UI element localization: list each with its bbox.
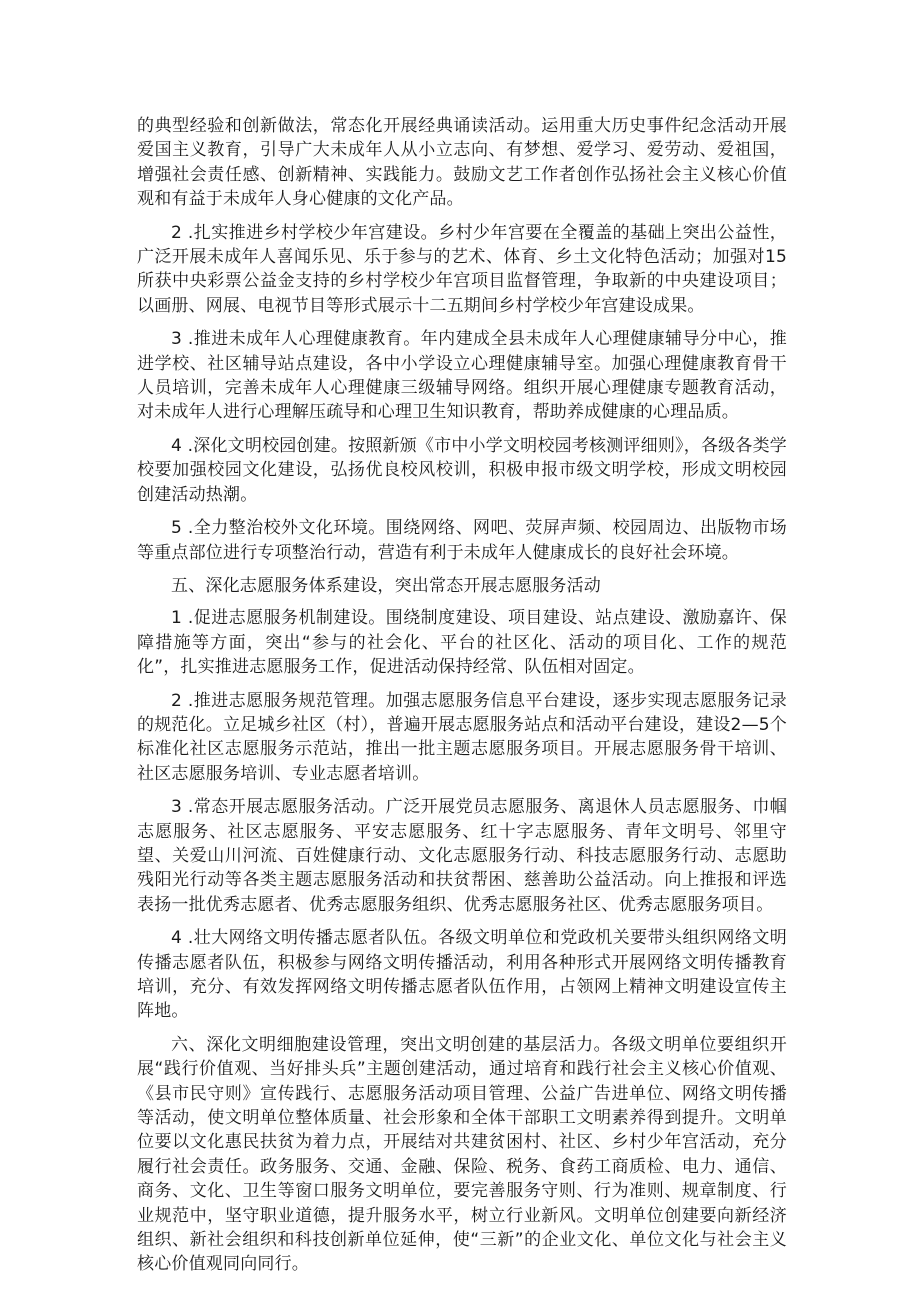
section-heading-5: 五、深化志愿服务体系建设，突出常态开展志愿服务活动 bbox=[171, 575, 601, 596]
paragraph-item-3-mental-health: 3 .推进未成年人心理健康教育。年内建成全县未成年人心理健康辅导分中心，推进学校、社区辅导站点建设，各中小学设立心理健康辅导室。加强心理健康教育骨干人员培训，完善未成年人心理健康三级辅导网络。组织开展心理健康专题教育活动，对未成年人进行心理解压疏导和心理卫生知识教育，帮助养成健康的心理品质。 bbox=[137, 329, 787, 423]
section-6-paragraph: 六、深化文明细胞建设管理，突出文明创建的基层活力。各级文明单位要组织开展“践行价值观、当好排头兵”主题创建活动，通过培育和践行社会主义核心价值观、《县市民守则》宣传践行、志愿服务活动项目管理、公益广告进单位、网络文明传播等活动，使文明单位整体质量、社会形象和全体干部职工文明素养得到提升。文明单位要以文化惠民扶贫为着力点，开展结对共建贫困村、社区、乡村少年宫活动，充分履行社会责任。政务服务、交通、金融、保险、税务、食药工商质检、电力、通信、商务、文化、卫生等窗口服务文明单位，要完善服务守则、行为准则、规章制度、行业规范中，坚守职业道德，提升服务水平，树立行业新风。文明单位创建要向新经济组织、新社会组织和科技创新单位延伸，使“三新”的企业文化、单位文化与社会主义核心价值观同向同行。 bbox=[137, 1034, 787, 1275]
paragraph-volunteer-item-1: 1 .促进志愿服务机制建设。围绕制度建设、项目建设、站点建设、激励嘉许、保障措施等方面，突出“参与的社会化、平台的社区化、活动的项目化、工作的规范化”，扎实推进志愿服务工作，促进活动保持经常、队伍相对固定。 bbox=[137, 608, 787, 678]
paragraph-item-5-environment: 5 .全力整治校外文化环境。围绕网络、网吧、荧屏声频、校园周边、出版物市场等重点部位进行专项整治行动，营造有利于未成年人健康成长的良好社会环境。 bbox=[137, 518, 787, 563]
paragraph-volunteer-item-3: 3 .常态开展志愿服务活动。广泛开展党员志愿服务、离退休人员志愿服务、巾帼志愿服务、社区志愿服务、平安志愿服务、红十字志愿服务、青年文明号、邻里守望、关爱山川河流、百姓健康行动、文化志愿服务行动、科技志愿服务行动、志愿助残阳光行动等各类主题志愿服务活动和扶贫帮困、慈善助公益活动。向上推报和评选表扬一批优秀志愿者、优秀志愿服务组织、优秀志愿服务社区、优秀志愿服务项目。 bbox=[137, 797, 787, 915]
paragraph-item-2-youth-palace: 2 .扎实推进乡村学校少年宫建设。乡村少年宫要在全覆盖的基础上突出公益性，广泛开展未成年人喜闻乐见、乐于参与的艺术、体育、乡土文化特色活动；加强对15所获中央彩票公益金支持的乡村学校少年宫项目监督管理，争取新的中央建设项目；以画册、网展、电视节目等形式展示十二五期间乡村学校少年宫建设成果。 bbox=[137, 222, 787, 316]
paragraph-item-4-civilized-campus: 4 .深化文明校园创建。按照新颁《市中小学文明校园考核测评细则》，各级各类学校要加强校园文化建设，弘扬优良校风校训，积极申报市级文明学校，形成文明校园创建活动热潮。 bbox=[137, 435, 787, 505]
paragraph-volunteer-item-2: 2 .推进志愿服务规范管理。加强志愿服务信息平台建设，逐步实现志愿服务记录的规范化。立足城乡社区（村），普遍开展志愿服务站点和活动平台建设，建设2—5个标准化社区志愿服务示范站，推出一批主题志愿服务项目。开展志愿服务骨干培训、社区志愿服务培训、专业志愿者培训。 bbox=[137, 690, 787, 784]
paragraph-continuation: 的典型经验和创新做法，常态化开展经典诵读活动。运用重大历史事件纪念活动开展爱国主义教育，引导广大未成年人从小立志向、有梦想、爱学习、爱劳动、爱祖国，增强社会责任感、创新精神、实践能力。鼓励文艺工作者创作弘扬社会主义核心价值观和有益于未成年人身心健康的文化产品。 bbox=[137, 116, 787, 210]
document-body bbox=[137, 114, 787, 1286]
paragraph-volunteer-item-4: 4 .壮大网络文明传播志愿者队伍。各级文明单位和党政机关要带头组织网络文明传播志愿者队伍，积极参与网络文明传播活动，利用各种形式开展网络文明传播教育培训，充分、有效发挥网络文明传播志愿者队伍作用，占领网上精神文明建设宣传主阵地。 bbox=[137, 928, 787, 1022]
